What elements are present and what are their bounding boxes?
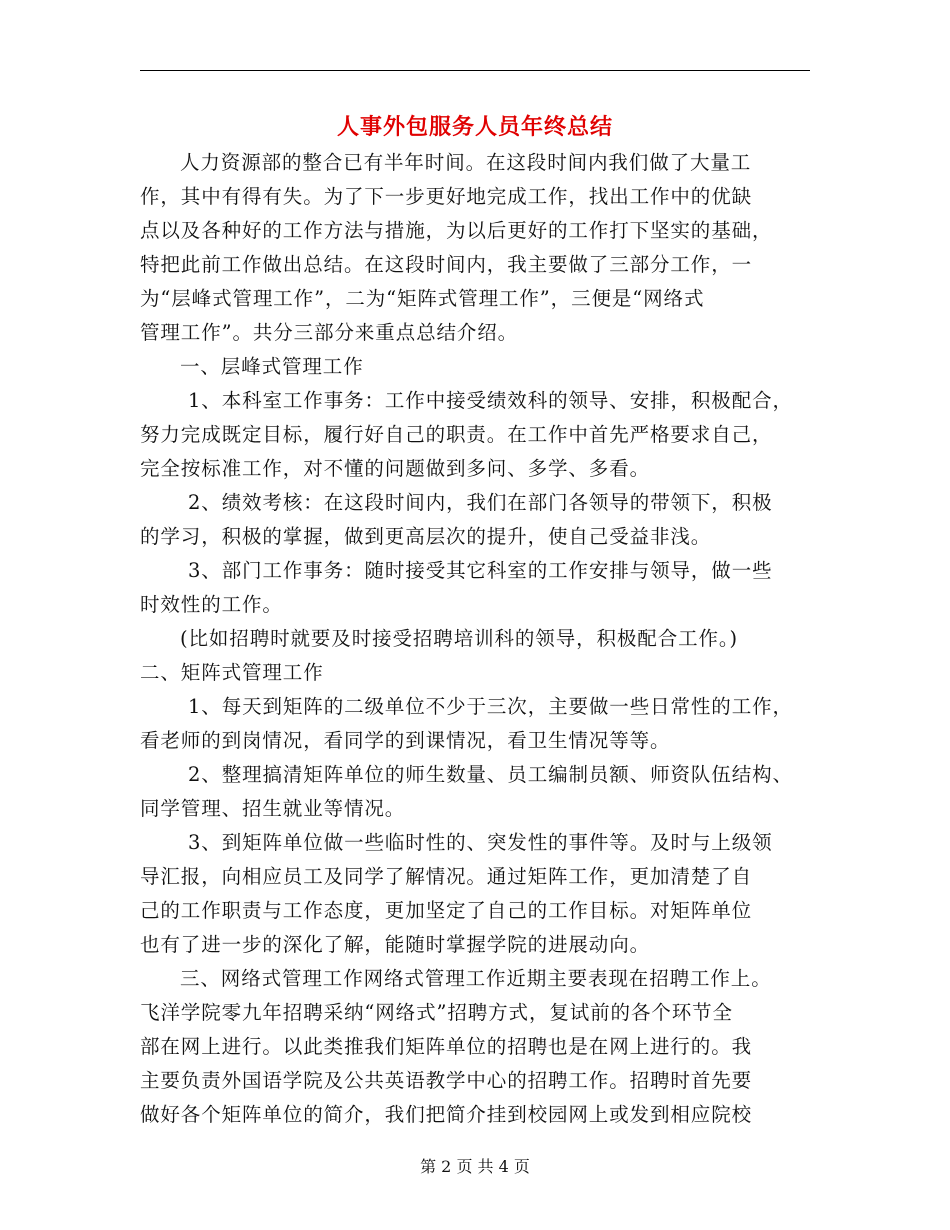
paragraph-line: 做好各个矩阵单位的简介，我们把简介挂到校园网上或发到相应院校 bbox=[140, 1103, 753, 1126]
page-footer: 第 2 页 共 4 页 bbox=[420, 1157, 530, 1176]
paragraph-line: 时效性的工作。 bbox=[140, 593, 283, 616]
document-body bbox=[140, 146, 830, 1132]
paragraph-line: 2、绩效考核：在这段时间内，我们在部门各领导的带领下，积极 bbox=[188, 491, 773, 514]
paragraph-line: 三、网络式管理工作网络式管理工作近期主要表现在招聘工作上。 bbox=[180, 967, 772, 990]
header-rule bbox=[140, 70, 810, 71]
paragraph-line: 己的工作职责与工作态度，更加坚定了自己的工作目标。对矩阵单位 bbox=[140, 899, 753, 922]
paragraph-line: 导汇报，向相应员工及同学了解情况。通过矩阵工作，更加清楚了自 bbox=[140, 865, 753, 888]
paragraph-line: 人力资源部的整合已有半年时间。在这段时间内我们做了大量工 bbox=[180, 151, 752, 174]
paragraph-line: 为“层峰式管理工作”，二为“矩阵式管理工作”，三便是“网络式 bbox=[140, 287, 705, 310]
paragraph-line: 作，其中有得有失。为了下一步更好地完成工作，找出工作中的优缺 bbox=[140, 185, 753, 208]
paragraph-line: 也有了进一步的深化了解，能随时掌握学院的进展动向。 bbox=[140, 933, 651, 956]
paragraph-line: 完全按标准工作，对不懂的问题做到多问、多学、多看。 bbox=[140, 457, 651, 480]
paragraph-line: 3、部门工作事务：随时接受其它科室的工作安排与领导，做一些 bbox=[188, 559, 773, 582]
paragraph-line: 特把此前工作做出总结。在这段时间内，我主要做了三部分工作，一 bbox=[140, 253, 753, 276]
paragraph-line: 看老师的到岗情况，看同学的到课情况，看卫生情况等等。 bbox=[140, 729, 671, 752]
paragraph-line: 1、每天到矩阵的二级单位不少于三次，主要做一些日常性的工作， bbox=[188, 695, 793, 718]
document-title: 人事外包服务人员年终总结 bbox=[336, 114, 613, 140]
paragraph-line: 点以及各种好的工作方法与措施，为以后更好的工作打下坚实的基础， bbox=[140, 219, 773, 242]
paragraph-line: 部在网上进行。以此类推我们矩阵单位的招聘也是在网上进行的。我 bbox=[140, 1035, 753, 1058]
paragraph-line: 2、整理搞清矩阵单位的师生数量、员工编制员额、师资队伍结构、 bbox=[188, 763, 793, 786]
paragraph-line: 努力完成既定目标，履行好自己的职责。在工作中首先严格要求自己， bbox=[140, 423, 773, 446]
paragraph-line: (比如招聘时就要及时接受招聘培训科的领导，积极配合工作。) bbox=[180, 627, 739, 650]
paragraph-line: 飞洋学院零九年招聘采纳“网络式”招聘方式，复试前的各个环节全 bbox=[140, 1001, 733, 1024]
section-heading: 二、矩阵式管理工作 bbox=[140, 661, 324, 684]
paragraph-line: 主要负责外国语学院及公共英语教学中心的招聘工作。招聘时首先要 bbox=[140, 1069, 753, 1092]
paragraph-line: 管理工作”。共分三部分来重点总结介绍。 bbox=[140, 321, 519, 344]
paragraph-line: 同学管理、招生就业等情况。 bbox=[140, 797, 406, 820]
paragraph-line: 3、到矩阵单位做一些临时性的、突发性的事件等。及时与上级领 bbox=[188, 831, 773, 854]
paragraph-line: 的学习，积极的掌握，做到更高层次的提升，使自己受益非浅。 bbox=[140, 525, 712, 548]
section-heading: 一、层峰式管理工作 bbox=[180, 355, 364, 378]
paragraph-line: 1、本科室工作事务：工作中接受绩效科的领导、安排，积极配合， bbox=[188, 389, 793, 412]
